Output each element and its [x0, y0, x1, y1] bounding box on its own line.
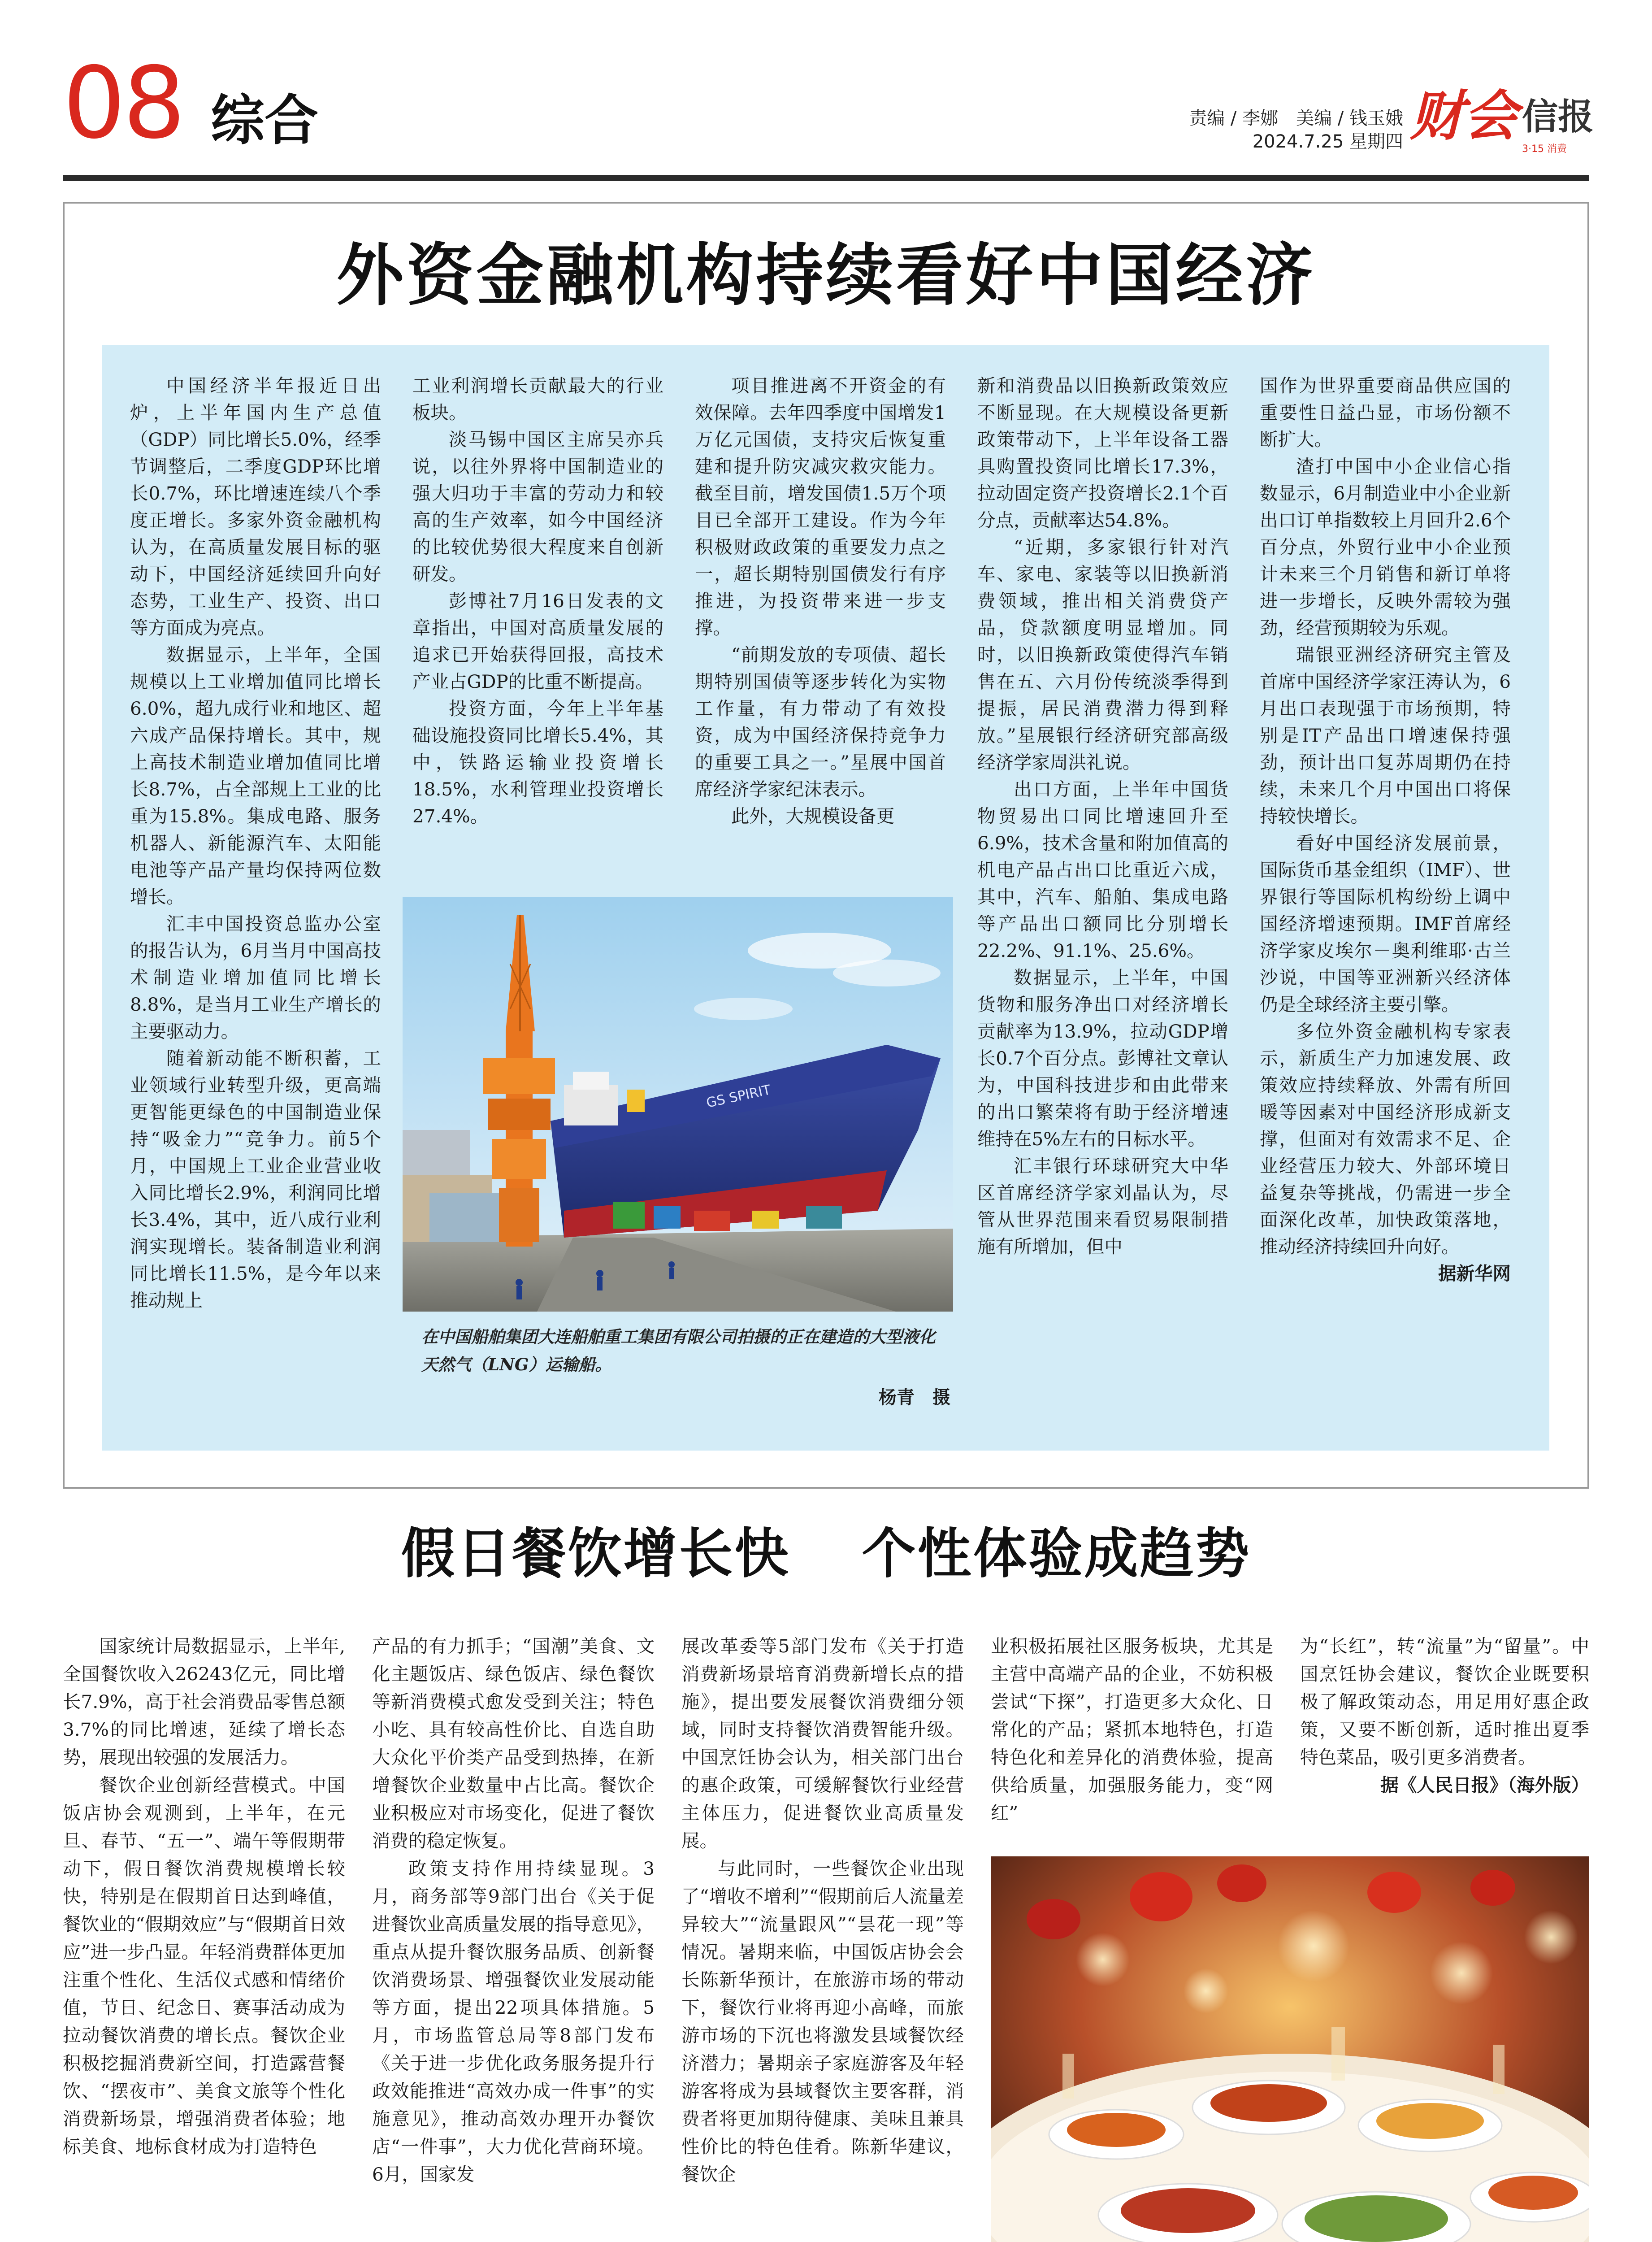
paragraph: 展改革委等5部门发布《关于打造消费新场景培育消费新增长点的措施》，提出要发展餐饮消费细分领域，同时支持餐饮消费智能升级。中国烹饪协会认为，相关部门出台的惠企政策，可缓解餐饮行业经营主体压力，促进餐饮业高质量发展。 [681, 1635, 964, 1851]
paragraph: 出口方面，上半年中国货物贸易出口同比增速回升至6.9%，技术含量和附加值高的机电产品占出口比重近六成，其中，汽车、船舶、集成电路等产品出口额同比分别增长22.2%、91.1%、25.6%。 [977, 778, 1228, 961]
headline-part-2: 个性体验成趋势 [862, 1522, 1251, 1585]
paragraph: 工业利润增长贡献最大的行业板块。 [412, 375, 663, 423]
masthead-sub: 3·15 消费 [1522, 143, 1567, 155]
masthead-logo [1410, 87, 1598, 159]
paragraph: 与此同时，一些餐饮企业出现了“增收不增利”“假期前后人流量差异较大”“流量跟风”“昙花一现”等情况。暑期来临，中国饭店协会会长陈新华预计，在旅游市场的带动下，餐饮行业将再迎小高峰，而旅游市场的下沉也将激发县域餐饮经济潜力；暑期亲子家庭游客及年轻游客将成为县域餐饮主要客群，消费者将更加期待健康、美味且兼具性价比的特色佳肴。陈新华建议，餐饮企 [681, 1858, 964, 2185]
paragraph: 渣打中国中小企业信心指数显示，6月制造业中小企业新出口订单指数较上月回升2.6个百分点，外贸行业中小企业预计未来三个月销售和新订单将进一步增长，反映外需较为强劲，经营预期较为乐观。 [1260, 456, 1511, 639]
photo-caption: 在中国船舶集团大连船舶重工集团有限公司拍摄的正在建造的大型液化天然气（LNG）运输船。 [421, 1327, 936, 1374]
paragraph: 此外，大规模设备更 [731, 805, 895, 827]
issue-date: 2024.7.25 星期四 [1252, 131, 1403, 152]
paragraph: 为“长红”，转“流量”为“留量”。中国烹饪协会建议，餐饮企业既要积极了解政策动态，用足用好惠企政策，又要不断创新，适时推出夏季特色菜品，吸引更多消费者。 [1300, 1635, 1589, 1768]
paragraph: 瑞银亚洲经济研究主管及首席中国经济学家汪涛认为，6月出口表现强于市场预期，特别是IT产品出口增速保持强劲，预计出口复苏周期仍在持续，未来几个月中国出口将保持较快增长。 [1260, 644, 1511, 827]
paragraph: “前期发放的专项债、超长期特别国债等逐步转化为实物工作量，有力带动了有效投资，成为中国经济保持竞争力的重要工具之一。”星展中国首席经济学家纪沫表示。 [695, 644, 946, 800]
paragraph: 新和消费品以旧换新政策效应不断显现。在大规模设备更新政策带动下，上半年设备工器具购置投资同比增长17.3%，拉动固定资产投资增长2.1个百分点，贡献率达54.8%。 [977, 375, 1228, 531]
paragraph: 产品的有力抓手；“国潮”美食、文化主题饭店、绿色饭店、绿色餐饮等新消费模式愈发受到关注；特色小吃、具有较高性价比、自选自助大众化平价类产品受到热捧，在新增餐饮企业数量中占比高。餐饮企业积极应对市场变化，促进了餐饮消费的稳定恢复。 [372, 1635, 655, 1851]
article1-source: 据新华网 [1438, 1263, 1511, 1284]
article2-column-4 [991, 1632, 1273, 1827]
section-title: 综合 [211, 90, 318, 152]
photo-credit: 杨青 摄 [879, 1387, 950, 1408]
editors-line: 责编 / 李娜 美编 / 钱玉娥 [1189, 108, 1403, 129]
paragraph: 中国经济半年报近日出炉，上半年国内生产总值（GDP）同比增长5.0%，经季节调整后，二季度GDP环比增长0.7%，环比增速连续八个季度正增长。多家外资金融机构认为，在高质量发展目标的驱动下，中国经济延续回升向好态势，工业生产、投资、出口等方面成为亮点。 [130, 375, 381, 639]
editor-credits [1161, 107, 1403, 153]
article2-column-3 [681, 1632, 964, 2188]
headline-part-1: 假日餐饮增长快 [401, 1522, 790, 1585]
paragraph: 看好中国经济发展前景，国际货币基金组织（IMF）、世界银行等国际机构纷纷上调中国经济增速预期。IMF首席经济学家皮埃尔－奥利维耶·古兰沙说，中国等亚洲新兴经济体仍是全球经济主要引擎。 [1260, 832, 1511, 1015]
banquet-food-photo [991, 1856, 1589, 2242]
paragraph: 业积极拓展社区服务板块，尤其是主营中高端产品的企业，不妨积极尝试“下探”，打造更多大众化、日常化的产品；紧抓本地特色，打造特色化和差异化的消费体验，提高供给质量，加强服务能力，变“网红” [991, 1635, 1273, 1824]
article2-headline [63, 1520, 1589, 1587]
paragraph: 国家统计局数据显示，上半年,全国餐饮收入26243亿元，同比增长7.9%，高于社会消费品零售总额3.7%的同比增速，延续了增长态势，展现出较强的发展活力。 [63, 1635, 345, 1768]
paragraph: 国作为世界重要商品供应国的重要性日益凸显，市场份额不断扩大。 [1260, 375, 1511, 450]
masthead-cai: 财会 [1410, 85, 1518, 148]
paragraph: 餐饮企业创新经营模式。中国饭店协会观测到，上半年，在元旦、春节、“五一”、端午等假期带动下，假日餐饮消费规模增长较快，特别是在假期首日达到峰值，餐饮业的“假期效应”与“假期首日效应”进一步凸显。年轻消费群体更加注重个性化、生活仪式感和情绪价值，节日、纪念日、赛事活动成为拉动餐饮消费的增长点。餐饮企业积极挖掘消费新空间，打造露营餐饮、“摆夜市”、美食文旅等个性化消费新场景，增强消费者体验；地标美食、地标食材成为打造特色 [63, 1774, 345, 2157]
article1-column-5 [1260, 372, 1511, 1287]
article2-column-1 [63, 1632, 345, 2160]
paragraph: “近期，多家银行针对汽车、家电、家装等以旧换新消费领域，推出相关消费贷产品，贷款额度明显增加。同时，以旧换新政策使得汽车销售在五、六月份传统淡季得到提振，居民消费潜力得到释放。”星展银行经济研究部高级经济学家周洪礼说。 [977, 536, 1228, 773]
paragraph: 项目推进离不开资金的有效保障。去年四季度中国增发1万亿元国债，支持灾后恢复重建和提升防灾减灾救灾能力。截至目前，增发国债1.5万个项目已全部开工建设。作为今年积极财政政策的重要发力点之一，超长期特别国债发行有序推进，为投资带来进一步支撑。 [695, 375, 946, 639]
paragraph: 随着新动能不断积蓄，工业领域行业转型升级，更高端更智能更绿色的中国制造业保持“吸金力”“竞争力。前5个月，中国规上工业企业营业收入同比增长2.9%，利润同比增长3.4%，其中，近八成行业利润实现增长。装备制造业利润同比增长11.5%，是今年以来推动规上 [130, 1047, 381, 1311]
paragraph: 彭博社7月16日发表的文章指出，中国对高质量发展的追求已开始获得回报，高技术产业占GDP的比重不断提高。 [412, 590, 663, 692]
header-rule [63, 175, 1589, 181]
paragraph: 多位外资金融机构专家表示，新质生产力加速发展、政策效应持续释放、外需有所回暖等因素对中国经济形成新支撑，但面对有效需求不足、企业经营压力较大、外部环境日益复杂等挑战，仍需进一步全面深化改革，加快政策落地，推动经济持续回升向好。 [1260, 1021, 1511, 1257]
article1-column-3 [695, 372, 946, 830]
article2-column-5 [1300, 1632, 1589, 1799]
article1-column-1 [130, 372, 381, 1314]
paragraph: 数据显示，上半年，全国规模以上工业增加值同比增长6.0%，超九成行业和地区、超六成产品保持增长。其中，规上高技术制造业增加值同比增长8.7%，占全部规上工业的比重为15.8%。集成电路、服务机器人、新能源汽车、太阳能电池等产品产量均保持两位数增长。 [130, 644, 381, 908]
article2-source: 据《人民日报》（海外版） [1380, 1774, 1589, 1796]
paragraph: 汇丰银行环球研究大中华区首席经济学家刘晶认为，尽管从世界范围来看贸易限制措施有所增加，但中 [977, 1155, 1228, 1257]
paragraph: 淡马锡中国区主席吴亦兵说，以往外界将中国制造业的强大归功于丰富的劳动力和较高的生产效率，如今中国经济的比较优势很大程度来自创新研发。 [412, 429, 663, 585]
lng-ship-photo [403, 897, 953, 1312]
paragraph: 投资方面，今年上半年基础设施投资同比增长5.4%，其中，铁路运输业投资增长18.5%，水利管理业投资增长27.4%。 [412, 698, 663, 827]
article1-column-4 [977, 372, 1228, 1260]
paragraph: 汇丰中国投资总监办公室的报告认为，6月当月中国高技术制造业增加值同比增长8.8%，是当月工业生产增长的主要驱动力。 [130, 913, 381, 1042]
paragraph: 政策支持作用持续显现。3月，商务部等9部门出台《关于促进餐饮业高质量发展的指导意见》，重点从提升餐饮服务品质、创新餐饮消费场景、增强餐饮业发展动能等方面，提出22项具体措施。5月，市场监管总局等8部门发布《关于进一步优化政务服务提升行政效能推进“高效办成一件事”的实施意见》，推动高效办理开办餐饮店“一件事”，大力优化营商环境。6月，国家发 [372, 1858, 655, 2185]
ship-name-label: GS SPIRIT [705, 1082, 772, 1111]
paragraph: 数据显示，上半年，中国货物和服务净出口对经济增长贡献率为13.9%，拉动GDP增长0.7个百分点。彭博社文章认为，中国科技进步和由此带来的出口繁荣将有助于经济增速维持在5%左右的目标水平。 [977, 967, 1228, 1150]
article1-column-2 [412, 372, 663, 830]
masthead-xin: 信报 [1522, 96, 1594, 138]
article2-column-2 [372, 1632, 655, 2188]
page-number: 08 [63, 46, 183, 161]
article1-headline: 外资金融机构持续看好中国经济 [336, 237, 1316, 315]
